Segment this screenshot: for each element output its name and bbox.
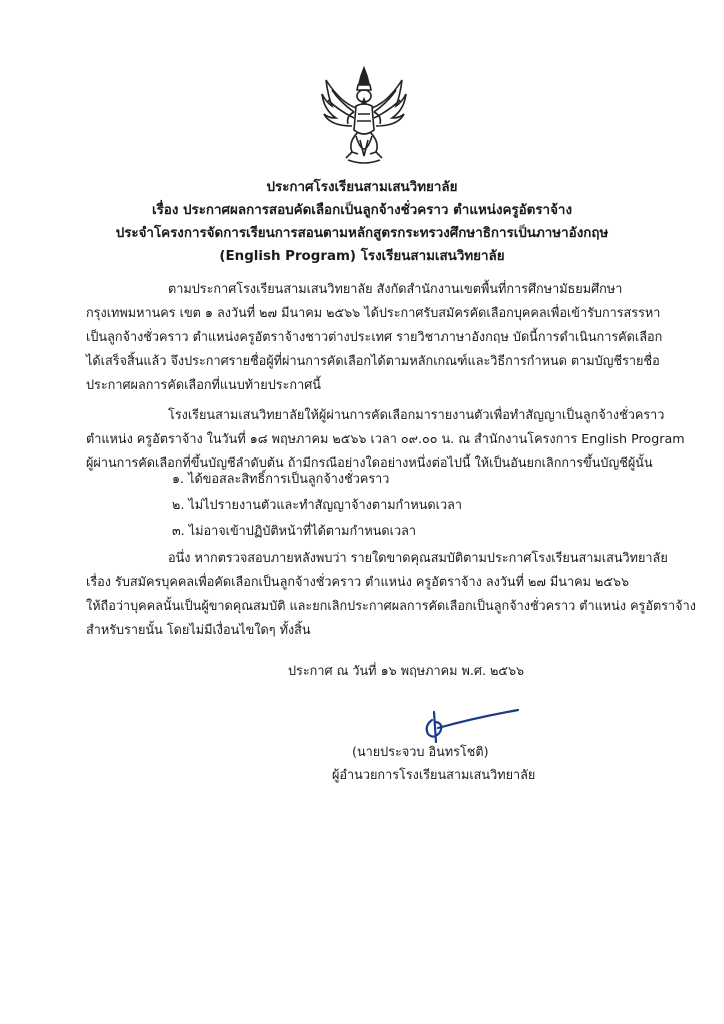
paragraph-3 (86, 546, 696, 642)
announce-date: ประกาศ ณ วันที่ ๑๖ พฤษภาคม พ.ศ. ๒๕๖๖ (288, 663, 525, 678)
list-item: ๑. ได้ขอสละสิทธิ์การเป็นลูกจ้างชั่วคราว (172, 471, 390, 486)
signer-position: ผู้อำนวยการโรงเรียนสามเสนวิทยาลัย (332, 767, 536, 782)
paragraph-2 (86, 403, 685, 475)
paragraph-line: เป็นลูกจ้างชั่วคราว ตำแหน่งครูอัตราจ้างชาวต่างประเทศ รายวิชาภาษาอังกฤษ บัดนี้การดำเนินการคัดเลือก (86, 329, 663, 344)
garuda-emblem-icon (318, 66, 410, 168)
paragraph-line: ให้ถือว่าบุคคลนั้นเป็นผู้ขาดคุณสมบัติ และยกเลิกประกาศผลการคัดเลือกเป็นลูกจ้างชั่วคราว ตำแหน่ง ครูอัตราจ้าง (86, 598, 696, 613)
paragraph-line: ผู้ผ่านการคัดเลือกที่ขึ้นบัญชีลำดับต้น ถ้ามีกรณีอย่างใดอย่างหนึ่งต่อไปนี้ ให้เป็นอันยกเลิกการขึ้นบัญชีผู้นั้น (86, 455, 653, 470)
announcement-title: ประกาศโรงเรียนสามเสนวิทยาลัย (266, 180, 458, 195)
list-item: ๓. ไม่อาจเข้าปฏิบัติหน้าที่ได้ตามกำหนดเวลา (172, 523, 416, 538)
paragraph-line: อนึ่ง หากตรวจสอบภายหลังพบว่า รายใดขาดคุณสมบัติตามประกาศโรงเรียนสามเสนวิทยาลัย (168, 550, 668, 565)
paragraph-line: ตำแหน่ง ครูอัตราจ้าง ในวันที่ ๑๘ พฤษภาคม ๒๕๖๖ เวลา ๐๙.๐๐ น. ณ สำนักงานโครงการ English Program (86, 431, 685, 446)
subject-line: เรื่อง ประกาศผลการสอบคัดเลือกเป็นลูกจ้างชั่วคราว ตำแหน่งครูอัตราจ้าง (152, 203, 572, 218)
paragraph-line: ประกาศผลการคัดเลือกที่แนบท้ายประกาศนี้ (86, 377, 321, 392)
signature-icon (414, 706, 524, 746)
paragraph-line: เรื่อง รับสมัครบุคคลเพื่อคัดเลือกเป็นลูกจ้างชั่วคราว ตำแหน่ง ครูอัตราจ้าง ลงวันที่ ๒๗ มีนาคม ๒๕๖๖ (86, 574, 630, 589)
paragraph-line: โรงเรียนสามเสนวิทยาลัยให้ผู้ผ่านการคัดเลือกมารายงานตัวเพื่อทำสัญญาเป็นลูกจ้างชั่วคราว (168, 407, 665, 422)
paragraph-line: สำหรับรายนั้น โดยไม่มีเงื่อนไขใดๆ ทั้งสิ้น (86, 622, 311, 637)
subject-line-2: ประจำโครงการจัดการเรียนการสอนตามหลักสูตรกระทรวงศึกษาธิการเป็นภาษาอังกฤษ (115, 226, 609, 241)
list-item: ๒. ไม่ไปรายงานตัวและทำสัญญาจ้างตามกำหนดเวลา (172, 497, 463, 512)
paragraph-line: กรุงเทพมหานคร เขต ๑ ลงวันที่ ๒๗ มีนาคม ๒๕๖๖ ได้ประกาศรับสมัครคัดเลือกบุคคลเพื่อเข้ารับการสรรหา (86, 305, 661, 320)
paragraph-line: ตามประกาศโรงเรียนสามเสนวิทยาลัย สังกัดสำนักงานเขตพื้นที่การศึกษามัธยมศึกษา (168, 281, 623, 296)
paragraph-1 (86, 277, 663, 397)
signer-name: (นายประจวบ อินทรโชติ) (352, 744, 489, 759)
paragraph-line: ได้เสร็จสิ้นแล้ว จึงประกาศรายชื่อผู้ที่ผ่านการคัดเลือกได้ตามหลักเกณฑ์และวิธีการกำหนด ตามบัญชีรายชื่อ (86, 353, 660, 368)
subject-line-3: (English Program) โรงเรียนสามเสนวิทยาลัย (219, 249, 505, 264)
